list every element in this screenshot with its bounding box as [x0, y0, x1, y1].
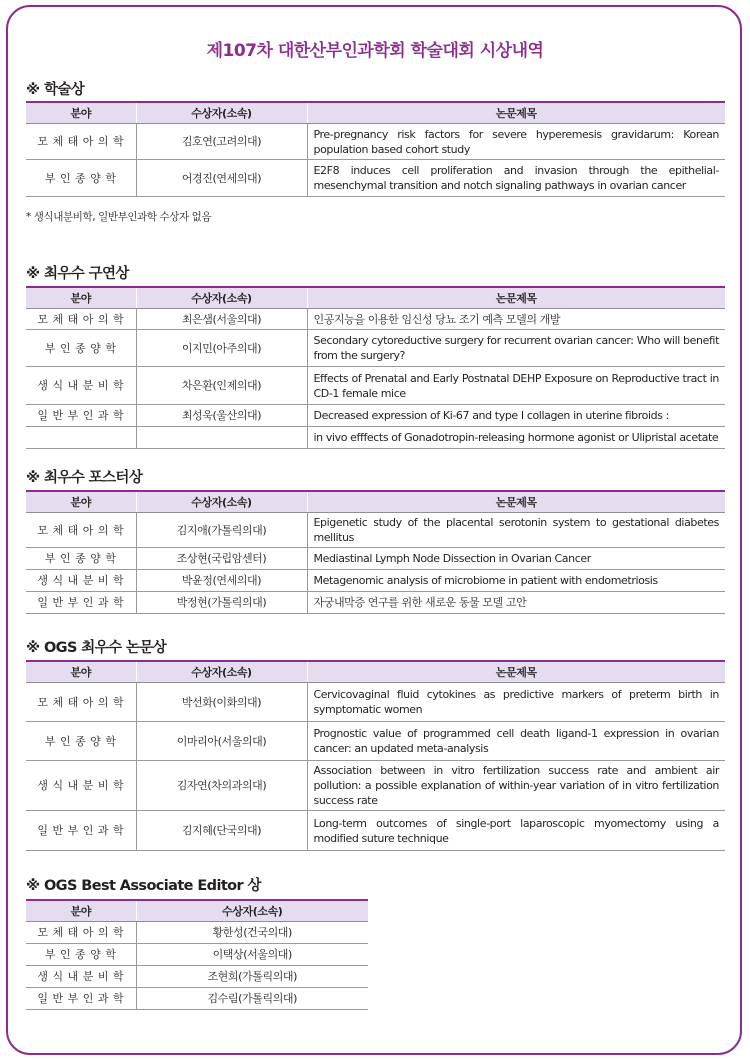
field-cell: 부인종양학 [26, 722, 136, 761]
paper-cell: Metagenomic analysis of microbiome in patient with endometriosis [307, 570, 725, 592]
field-cell: 모체태아의학 [26, 513, 136, 548]
paper-cell: in vivo efffects of Gonadotropin-releasing hormone agonist or Ulipristal acetate [307, 427, 725, 449]
table-row [26, 683, 725, 722]
field-cell: 일반부인과학 [26, 592, 136, 614]
winner-cell [136, 427, 307, 449]
winner-cell: 어경진(연세의대) [136, 160, 307, 197]
header-winner: 수상자(소속) [136, 491, 307, 513]
table-header-row [26, 900, 368, 922]
table-row [26, 966, 368, 988]
table-row [26, 722, 725, 761]
winner-cell: 박정현(가톨릭의대) [136, 592, 307, 614]
header-paper: 논문제목 [307, 661, 725, 683]
table-header-row [26, 491, 725, 513]
paper-cell: 자궁내막증 연구를 위한 새로운 동물 모델 고안 [307, 592, 725, 614]
field-cell: 생식내분비학 [26, 761, 136, 811]
paper-cell: Decreased expression of Ki-67 and type I collagen in uterine fibroids : [307, 405, 725, 427]
winner-cell: 김수림(가톨릭의대) [136, 988, 368, 1010]
section-title-best-oral: ※ 최우수 구연상 [26, 266, 129, 282]
paper-cell: 인공지능을 이용한 임신성 당뇨 조기 예측 모델의 개발 [307, 309, 725, 330]
field-cell: 일반부인과학 [26, 405, 136, 427]
field-cell: 모체태아의학 [26, 683, 136, 722]
field-cell: 생식내분비학 [26, 570, 136, 592]
best-oral-table [26, 286, 725, 449]
field-cell: 일반부인과학 [26, 811, 136, 851]
field-cell: 부인종양학 [26, 160, 136, 197]
winner-cell: 최은샘(서울의대) [136, 309, 307, 330]
winner-cell: 황한성(건국의대) [136, 922, 368, 944]
field-cell: 부인종양학 [26, 330, 136, 367]
paper-cell: Prognostic value of programmed cell death ligand-1 expression in ovarian cancer: an updated meta-analysis [307, 722, 725, 761]
table-header-row [26, 102, 725, 124]
table-row [26, 548, 725, 570]
header-winner: 수상자(소속) [136, 661, 307, 683]
section-title-ogs-editor: ※ OGS Best Associate Editor 상 [26, 878, 261, 894]
table-row [26, 922, 368, 944]
page-title: 제107차 대한산부인과학회 학술대회 시상내역 [206, 41, 544, 61]
table-row [26, 367, 725, 405]
winner-cell: 박윤정(연세의대) [136, 570, 307, 592]
paper-cell: Pre-pregnancy risk factors for severe hyperemesis gravidarum: Korean population based cohort study [307, 124, 725, 160]
winner-cell: 조상현(국립암센터) [136, 548, 307, 570]
field-cell: 모체태아의학 [26, 124, 136, 160]
table-header-row [26, 287, 725, 309]
winner-cell: 김지애(가톨릭의대) [136, 513, 307, 548]
table-header-row [26, 661, 725, 683]
table-row [26, 570, 725, 592]
winner-cell: 박선화(이화의대) [136, 683, 307, 722]
winner-cell: 김자연(차의과의대) [136, 761, 307, 811]
table-row [26, 944, 368, 966]
table-row [26, 761, 725, 811]
header-paper: 논문제목 [307, 491, 725, 513]
table-row [26, 309, 725, 330]
header-field: 분야 [26, 102, 136, 124]
field-cell [26, 427, 136, 449]
header-paper: 논문제목 [307, 102, 725, 124]
field-cell: 모체태아의학 [26, 922, 136, 944]
ogs-best-paper-table [26, 660, 725, 851]
section-title-academic-award: ※ 학술상 [26, 82, 85, 98]
table-row [26, 513, 725, 548]
winner-cell: 이지민(아주의대) [136, 330, 307, 367]
header-paper: 논문제목 [307, 287, 725, 309]
field-cell: 생식내분비학 [26, 367, 136, 405]
table-row [26, 160, 725, 197]
header-field: 분야 [26, 900, 136, 922]
field-cell: 모체태아의학 [26, 309, 136, 330]
winner-cell: 이마리아(서울의대) [136, 722, 307, 761]
field-cell: 생식내분비학 [26, 966, 136, 988]
table-row [26, 427, 725, 449]
table-row [26, 124, 725, 160]
section-title-best-poster: ※ 최우수 포스터상 [26, 470, 143, 486]
section-title-ogs-best-paper: ※ OGS 최우수 논문상 [26, 640, 167, 656]
academic-award-table [26, 101, 725, 197]
header-field: 분야 [26, 287, 136, 309]
winner-cell: 김지혜(단국의대) [136, 811, 307, 851]
paper-cell: Effects of Prenatal and Early Postnatal DEHP Exposure on Reproductive tract in CD-1 female mice [307, 367, 725, 405]
winner-cell: 조현희(가톨릭의대) [136, 966, 368, 988]
winner-cell: 최성욱(울산의대) [136, 405, 307, 427]
winner-cell: 김호연(고려의대) [136, 124, 307, 160]
winner-cell: 차은환(인제의대) [136, 367, 307, 405]
paper-cell: Epigenetic study of the placental serotonin system to gestational diabetes mellitus [307, 513, 725, 548]
table-row [26, 988, 368, 1010]
field-cell: 부인종양학 [26, 548, 136, 570]
table-row [26, 330, 725, 367]
paper-cell: Association between in vitro fertilization success rate and ambient air pollution: a possible explanation of within-year variation of in vitro fertilization success rate [307, 761, 725, 811]
best-poster-table [26, 490, 725, 614]
paper-cell: Secondary cytoreductive surgery for recurrent ovarian cancer: Who will benefit from the surgery? [307, 330, 725, 367]
table-row [26, 811, 725, 851]
winner-cell: 이택상(서울의대) [136, 944, 368, 966]
paper-cell: Long-term outcomes of single-port laparoscopic myomectomy using a modified suture technique [307, 811, 725, 851]
field-cell: 일반부인과학 [26, 988, 136, 1010]
header-winner: 수상자(소속) [136, 287, 307, 309]
paper-cell: E2F8 induces cell proliferation and invasion through the epithelial-mesenchymal transition and notch signaling pathways in ovarian cancer [307, 160, 725, 197]
paper-cell: Mediastinal Lymph Node Dissection in Ovarian Cancer [307, 548, 725, 570]
header-field: 분야 [26, 661, 136, 683]
header-field: 분야 [26, 491, 136, 513]
table-row [26, 592, 725, 614]
table-row [26, 405, 725, 427]
header-winner: 수상자(소속) [136, 900, 368, 922]
paper-cell: Cervicovaginal fluid cytokines as predictive markers of preterm birth in symptomatic women [307, 683, 725, 722]
ogs-editor-table [26, 899, 368, 1010]
field-cell: 부인종양학 [26, 944, 136, 966]
header-winner: 수상자(소속) [136, 102, 307, 124]
academic-award-note: * 생식내분비학, 일반부인과학 수상자 없음 [26, 211, 212, 223]
